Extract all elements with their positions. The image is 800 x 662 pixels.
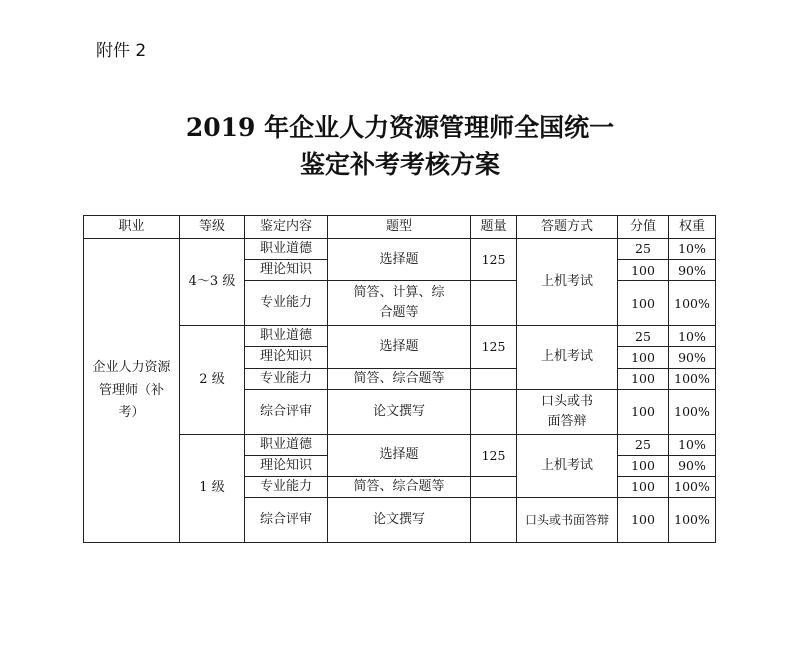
score-cell: 100 [618, 455, 669, 476]
content-cell: 专业能力 [245, 281, 328, 326]
question-count-cell [471, 389, 517, 434]
header-cell: 分值 [618, 216, 669, 239]
weight-cell: 100% [669, 281, 716, 326]
question-type-cell: 选择题 [328, 326, 471, 368]
assessment-plan-table [83, 215, 716, 543]
content-cell: 综合评审 [245, 389, 328, 434]
document-title-line-2: 鉴定补考考核方案 [299, 150, 500, 179]
score-cell: 100 [618, 260, 669, 281]
question-type-cell [328, 281, 471, 326]
weight-cell: 10% [669, 434, 716, 455]
score-cell: 100 [618, 476, 669, 497]
answer-method-cell: 上机考试 [517, 239, 618, 326]
question-count-cell: 125 [471, 326, 517, 368]
weight-cell: 100% [669, 498, 716, 543]
content-cell: 职业道德 [245, 434, 328, 455]
answer-method-cell: 上机考试 [517, 326, 618, 389]
answer-method-cell: 上机考试 [517, 434, 618, 497]
score-cell: 100 [618, 368, 669, 389]
answer-method-text: 口头或书面答辩 [540, 393, 593, 429]
occupation-cell [84, 239, 180, 543]
attachment-label: 附件 2 [96, 41, 147, 61]
weight-cell: 100% [669, 368, 716, 389]
question-type-cell: 简答、综合题等 [328, 368, 471, 389]
question-type-text: 简答、计算、综合题等 [353, 285, 445, 321]
header-cell: 题型 [328, 216, 471, 239]
content-cell: 综合评审 [245, 498, 328, 543]
header-cell: 职业 [84, 216, 180, 239]
question-type-cell: 选择题 [328, 239, 471, 281]
document-title-line-1: 2019 年企业人力资源管理师全国统一 [185, 113, 615, 142]
table-row [84, 239, 716, 260]
content-cell: 理论知识 [245, 260, 328, 281]
content-cell: 职业道德 [245, 239, 328, 260]
question-type-cell: 论文撰写 [328, 389, 471, 434]
weight-cell: 100% [669, 389, 716, 434]
answer-method-cell [517, 389, 618, 434]
occupation-name: 企业人力资源管理师（补考） [92, 360, 171, 420]
content-cell: 职业道德 [245, 326, 328, 347]
content-cell: 专业能力 [245, 368, 328, 389]
score-cell: 100 [618, 281, 669, 326]
table-header-row [84, 216, 716, 239]
weight-cell: 90% [669, 260, 716, 281]
content-cell: 理论知识 [245, 455, 328, 476]
answer-method-text: 口头或书面答辩 [524, 512, 609, 527]
question-type-cell: 论文撰写 [328, 498, 471, 543]
question-count-cell: 125 [471, 239, 517, 281]
weight-cell: 10% [669, 239, 716, 260]
score-cell: 25 [618, 326, 669, 347]
question-count-cell [471, 281, 517, 326]
score-cell: 25 [618, 239, 669, 260]
weight-cell: 10% [669, 326, 716, 347]
score-cell: 100 [618, 389, 669, 434]
level-cell: 1 级 [180, 434, 245, 542]
level-cell: 4～3 级 [180, 239, 245, 326]
header-cell: 答题方式 [517, 216, 618, 239]
question-type-cell: 选择题 [328, 434, 471, 476]
header-cell: 鉴定内容 [245, 216, 328, 239]
header-cell: 权重 [669, 216, 716, 239]
question-count-cell [471, 476, 517, 497]
question-count-cell [471, 368, 517, 389]
score-cell: 100 [618, 347, 669, 368]
weight-cell: 100% [669, 476, 716, 497]
header-cell: 等级 [180, 216, 245, 239]
question-type-cell: 简答、综合题等 [328, 476, 471, 497]
level-cell: 2 级 [180, 326, 245, 434]
content-cell: 专业能力 [245, 476, 328, 497]
header-cell: 题量 [471, 216, 517, 239]
weight-cell: 90% [669, 347, 716, 368]
score-cell: 25 [618, 434, 669, 455]
question-count-cell: 125 [471, 434, 517, 476]
content-cell: 理论知识 [245, 347, 328, 368]
question-count-cell [471, 498, 517, 543]
score-cell: 100 [618, 498, 669, 543]
weight-cell: 90% [669, 455, 716, 476]
answer-method-cell [517, 498, 618, 543]
